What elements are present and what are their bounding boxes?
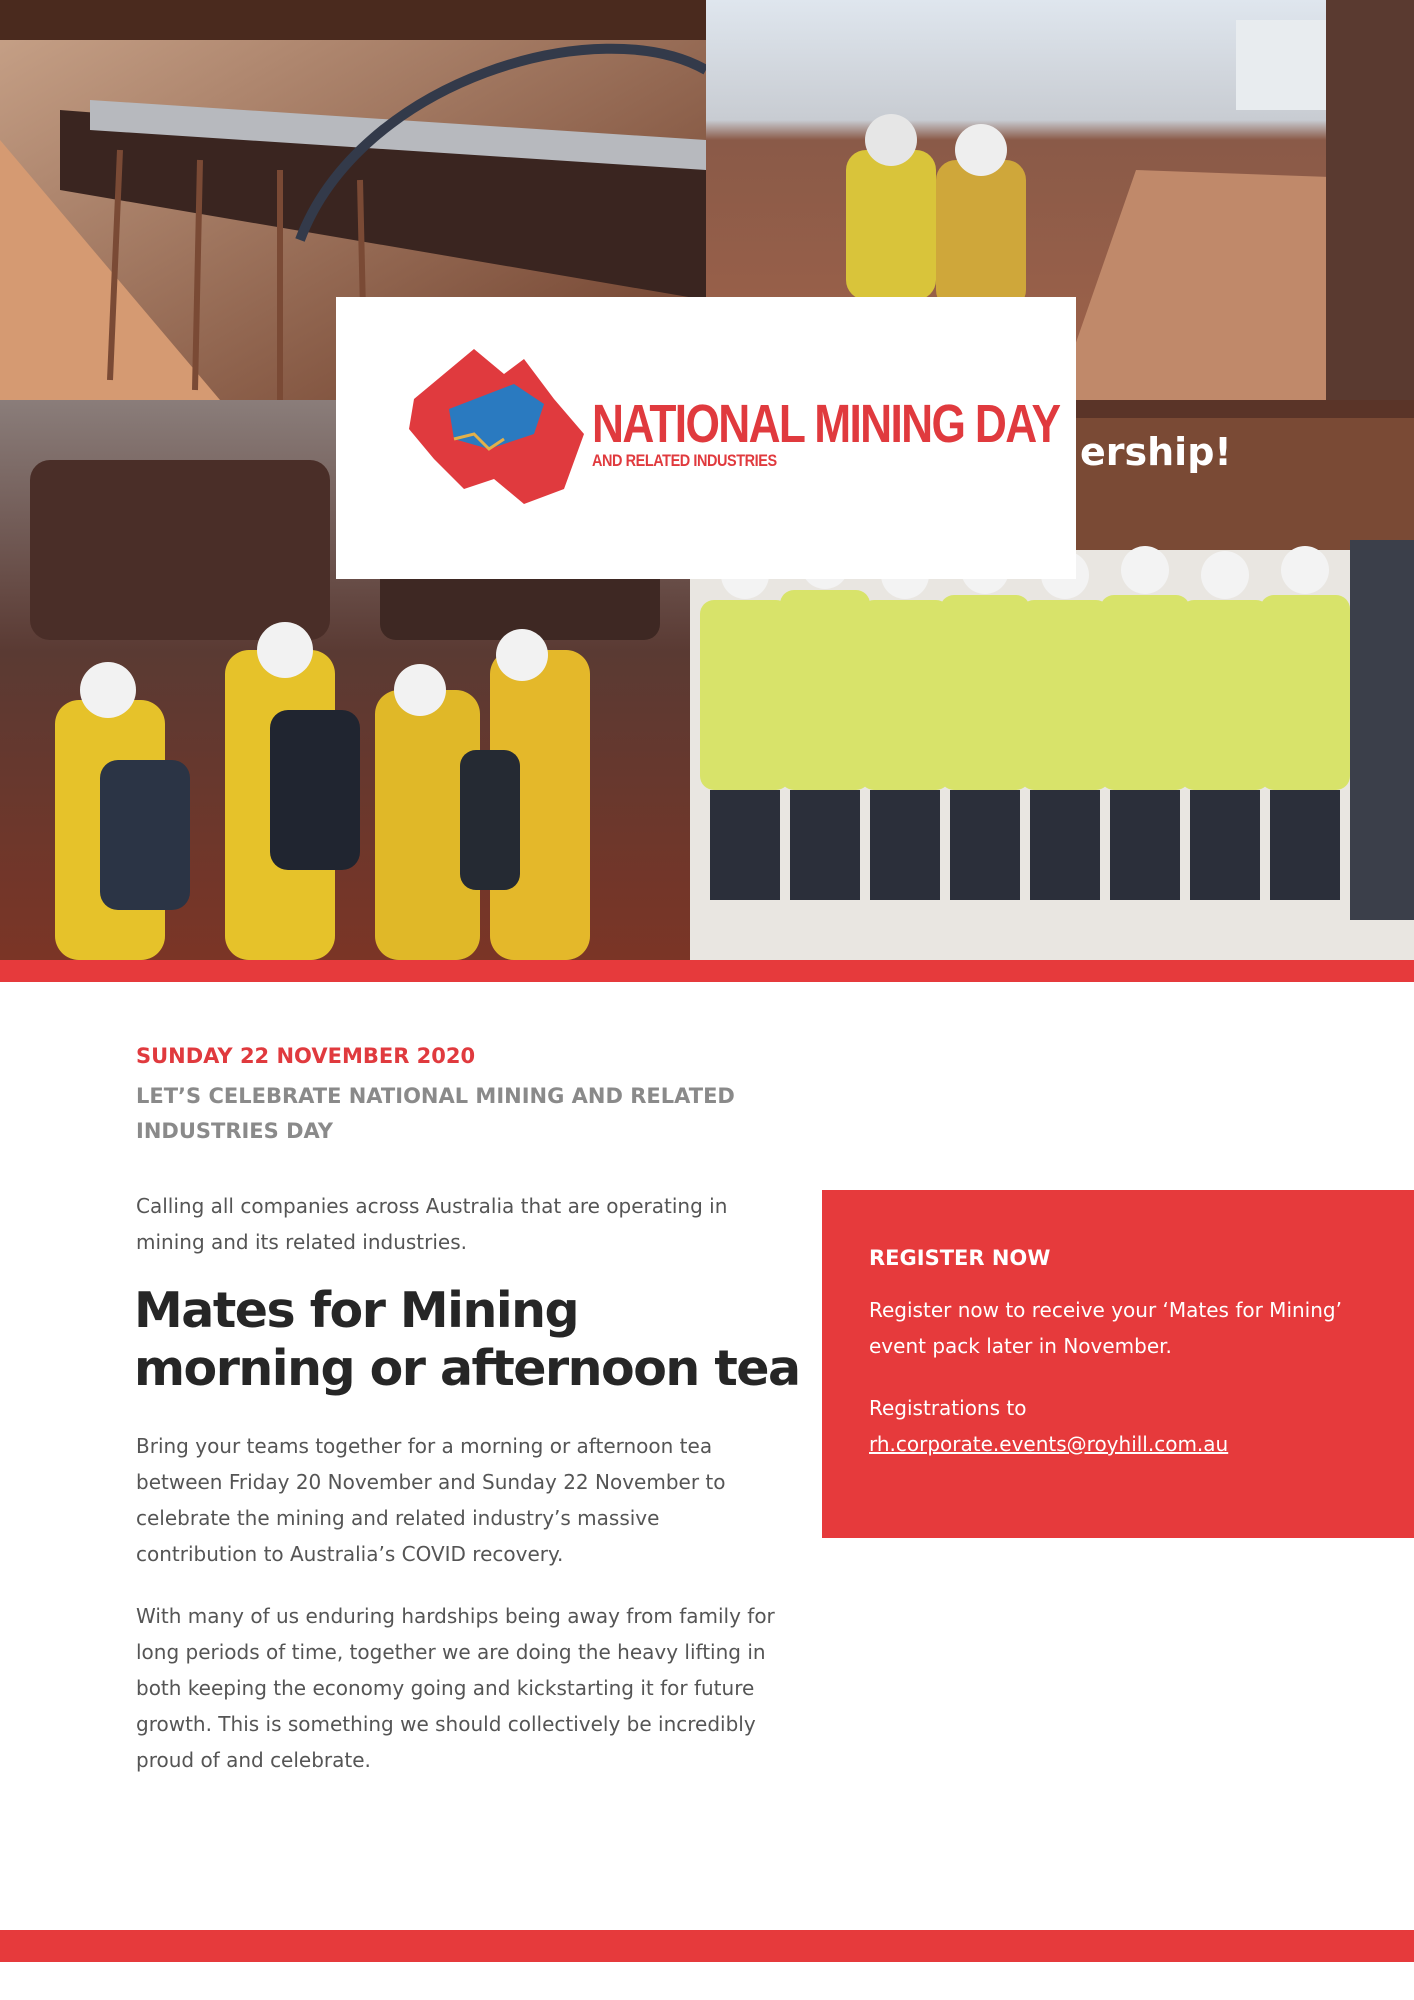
- heading-line-2: morning or afternoon tea: [134, 1340, 800, 1397]
- event-subtitle: LET’S CELEBRATE NATIONAL MINING AND RELATED INDUSTRIES DAY: [136, 1084, 735, 1143]
- banner-text: ership!: [1080, 430, 1232, 474]
- divider-bar-top: [0, 960, 1414, 982]
- register-email-link[interactable]: rh.corporate.events@royhill.com.au: [869, 1432, 1229, 1456]
- logo-panel: [336, 297, 1076, 579]
- australia-map-logo-icon: [394, 339, 594, 509]
- logo-title: NATIONAL MINING DAY: [592, 394, 1060, 454]
- registrations-label: Registrations to: [869, 1396, 1027, 1420]
- body-paragraph-1: Bring your teams together for a morning or afternoon tea between Friday 20 November and Sunday 22 November to celebrate the mining and related industry’s massive contribution to Australia’s COVID recovery.: [136, 1434, 726, 1566]
- register-text: Register now to receive your ‘Mates for Mining’ event pack later in November.: [869, 1298, 1342, 1358]
- page-heading: [134, 1282, 814, 1398]
- heading-line-1: Mates for Mining: [134, 1282, 579, 1339]
- register-title: REGISTER NOW: [869, 1246, 1051, 1270]
- logo-subtitle: AND RELATED INDUSTRIES: [592, 451, 777, 470]
- register-box: [822, 1190, 1414, 1538]
- body-paragraph-2: With many of us enduring hardships being away from family for long periods of time, together we are doing the heavy lifting in both keeping the economy going and kickstarting it for future growth. This is something we should collectively be incredibly proud of and celebrate.: [136, 1604, 775, 1772]
- intro-text: Calling all companies across Australia that are operating in mining and its related industries.: [136, 1194, 728, 1254]
- event-date: SUNDAY 22 NOVEMBER 2020: [136, 1044, 476, 1068]
- divider-bar-bottom: [0, 1930, 1414, 1962]
